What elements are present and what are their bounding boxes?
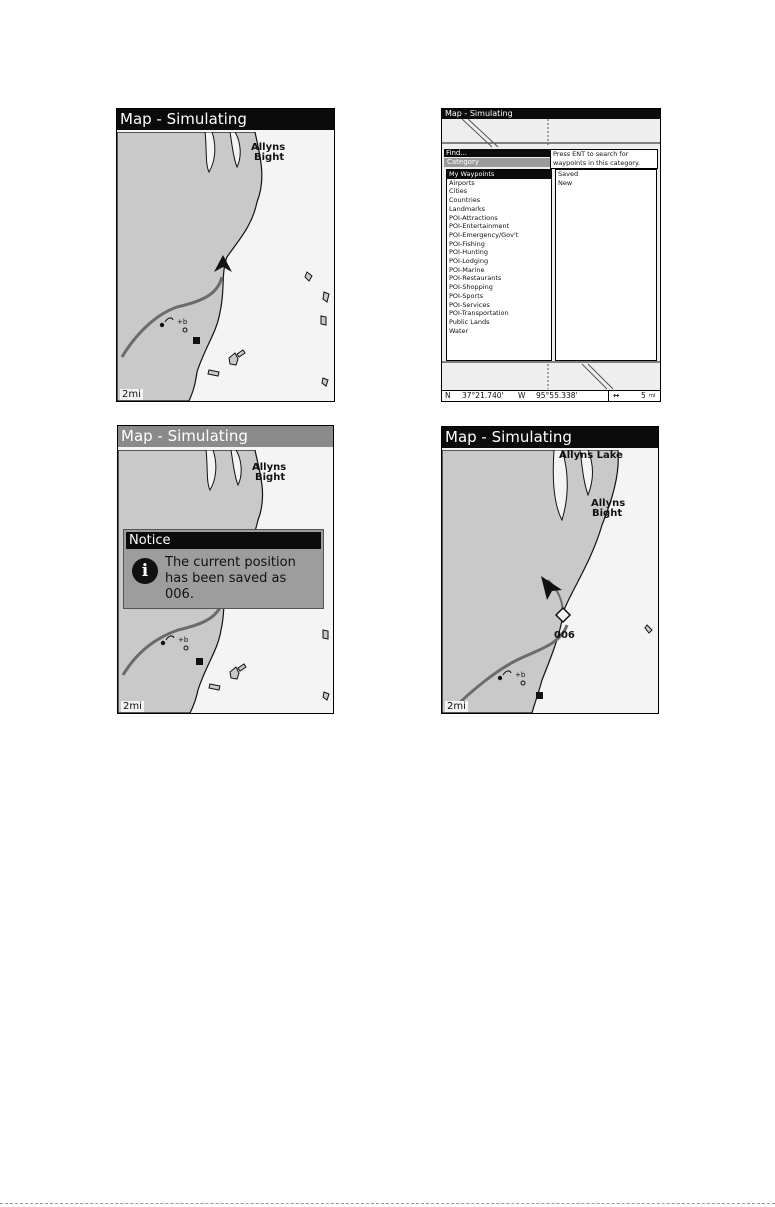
map-screen-bottom-right (441, 426, 659, 714)
find-screen-top-right (441, 108, 661, 402)
category-item-poi-transportation[interactable]: POI-Transportation (449, 309, 509, 318)
place-label-lake: Allyns Lake (559, 450, 623, 461)
category-list[interactable] (446, 169, 552, 361)
notice-dialog[interactable] (123, 529, 324, 609)
category-item-water[interactable]: Water (449, 326, 469, 335)
longitude: 95°55.338' (536, 391, 578, 400)
place-label-allyns: Allyns (252, 462, 287, 473)
notice-line-2: has been saved as (165, 571, 287, 586)
notice-line-3: 006. (165, 587, 194, 602)
map-view[interactable] (442, 450, 658, 713)
svg-text:+b: +b (177, 318, 188, 326)
category-item-poi-shopping[interactable]: POI-Shopping (449, 283, 493, 292)
map-canvas (117, 132, 334, 401)
category-item-poi-entertainment[interactable]: POI-Entertainment (449, 222, 510, 231)
lat-hemisphere: N (445, 391, 451, 400)
place-label-allyns: Allyns (251, 142, 286, 153)
category-item-poi-lodging[interactable]: POI-Lodging (449, 257, 489, 266)
find-label: Find... (444, 149, 550, 157)
lon-hemisphere: W (518, 391, 526, 400)
category-item-poi-restaurants[interactable]: POI-Restaurants (449, 274, 502, 283)
info-icon: i (132, 558, 158, 584)
place-label-allyns: Allyns (591, 498, 626, 509)
instruction-line-2: waypoints in this category. (553, 158, 640, 167)
map-screen-top-left (116, 108, 335, 402)
coordinate-bar (442, 390, 660, 401)
category-item-airports[interactable]: Airports (449, 178, 475, 187)
place-label-bight: Bight (255, 472, 286, 483)
screen-title: Map - Simulating (442, 427, 658, 448)
map-screen-bottom-left (117, 425, 334, 714)
notice-title: Notice (126, 532, 321, 549)
latitude: 37°21.740' (462, 391, 504, 400)
option-saved[interactable]: Saved (558, 170, 579, 178)
notice-message (165, 555, 323, 603)
category-item-countries[interactable]: Countries (449, 196, 481, 205)
map-view[interactable] (117, 132, 334, 401)
screen-title: Map - Simulating (117, 109, 334, 130)
category-item-my-waypoints[interactable]: My Waypoints (447, 170, 551, 179)
category-item-poi-marine[interactable]: POI-Marine (449, 265, 485, 274)
category-item-landmarks[interactable]: Landmarks (449, 204, 485, 213)
map-scale: 2mi (123, 701, 142, 712)
option-new[interactable]: New (558, 178, 573, 187)
svg-text:+b: +b (178, 636, 189, 644)
category-item-cities[interactable]: Cities (449, 187, 468, 196)
category-item-poi-fishing[interactable]: POI-Fishing (449, 239, 485, 248)
range-arrows-icon: ↔ (613, 391, 620, 400)
category-item-poi-hunting[interactable]: POI-Hunting (449, 248, 489, 257)
map-canvas (442, 450, 658, 713)
category-item-poi-sports[interactable]: POI-Sports (449, 291, 484, 300)
category-item-poi-services[interactable]: POI-Services (449, 300, 490, 309)
waypoint-label: 006 (554, 630, 575, 641)
range-value: 5 (641, 391, 646, 400)
map-scale: 2mi (122, 389, 141, 400)
range-unit: mi (649, 393, 656, 399)
screen-title: Map - Simulating (442, 109, 660, 119)
category-header: Category (444, 158, 553, 167)
screen-title: Map - Simulating (118, 426, 333, 447)
category-item-poi-emergency[interactable]: POI-Emergency/Gov't (449, 230, 519, 239)
place-label-bight: Bight (592, 508, 623, 519)
svg-text:+b: +b (515, 671, 526, 679)
option-list[interactable] (555, 169, 657, 361)
notice-line-1: The current position (165, 555, 296, 570)
map-scale: 2mi (447, 701, 466, 712)
page-bottom-rule (0, 1203, 775, 1204)
category-item-public-lands[interactable]: Public Lands (449, 317, 490, 326)
instruction-text (550, 149, 658, 169)
category-item-poi-attractions[interactable]: POI-Attractions (449, 213, 498, 222)
instruction-line-1: Press ENT to search for (553, 150, 629, 158)
place-label-bight: Bight (254, 152, 285, 163)
